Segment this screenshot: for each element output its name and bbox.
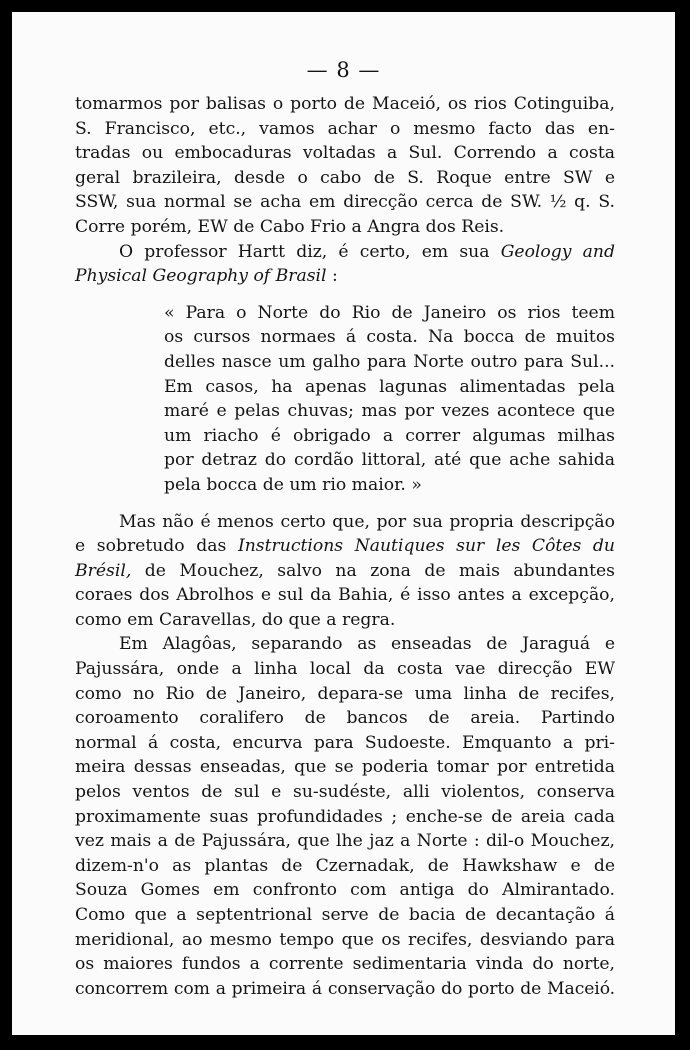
text-run: :: [326, 266, 338, 287]
text-run: de Mouchez, salvo na zona de mais abundantes: [131, 560, 615, 581]
text-line: vez mais a de Pajussára, que lhe jaz a Norte : dil-o Mouchez,: [75, 831, 615, 852]
text-line: [75, 240, 615, 265]
text-line: como em Caravellas, do que a regra.: [75, 609, 396, 630]
text-line: meira dessas enseadas, que se poderia tomar por entretida: [75, 757, 615, 778]
book-title-italic: Physical Geography of Brasil: [75, 266, 327, 287]
text-line: Em Alagôas, separando as enseadas de Jaraguá e: [119, 634, 615, 655]
text-line: [75, 264, 615, 289]
page-number: — 8 —: [306, 58, 381, 82]
quote-line: Em casos, ha apenas lagunas alimentadas pela: [164, 376, 615, 397]
quote-line: maré e pelas chuvas; mas por vezes acontece que: [164, 401, 615, 422]
quote-line: um riacho é obrigado a correr algumas milhas: [164, 425, 615, 446]
text-run: e sobretudo das: [75, 536, 238, 557]
text-line: Pajussára, onde a linha local da costa vae direcção EW: [75, 659, 615, 680]
text-line: Souza Gomes em confronto com antiga do Almirantado.: [75, 880, 615, 901]
text-line: geral brazileira, desde o cabo de S. Roque entre SW e: [75, 167, 615, 188]
text-line: coroamento coralifero de bancos de areia. Partindo: [75, 708, 615, 729]
paragraph-3: [75, 510, 615, 633]
text-line: proximamente suas profundidades ; enche-se de areia cada: [75, 806, 615, 827]
text-line: tomarmos por balisas o porto de Maceió, os rios Cotinguiba,: [75, 94, 615, 114]
text-run: O professor Hartt diz, é certo, em sua: [119, 241, 501, 262]
text-line: Como que a septentrional serve de bacia de decantação á: [75, 905, 615, 925]
text-line: dizem-n'o as plantas de Czernadak, de Hawkshaw e de: [75, 855, 615, 876]
paragraph-4: [75, 632, 615, 1001]
text-line: meridional, ao mesmo tempo que os recifes, desviando para: [75, 929, 615, 950]
quote-line: delles nasce um galho para Norte outro para Sul...: [164, 351, 615, 372]
page-body: [75, 92, 615, 1001]
text-line: Corre porém, EW de Cabo Frio a Angra dos Reis.: [75, 216, 505, 237]
paragraph-2: [75, 240, 615, 289]
text-line: os maiores fundos a corrente sedimentaria vinda do norte,: [75, 954, 615, 975]
book-title-italic: Brésil,: [75, 560, 132, 581]
text-line: coraes dos Abrolhos e sul da Bahia, é isso antes a excepção,: [75, 585, 615, 606]
text-line: pelos ventos de sul e su-sudéste, alli violentos, conserva: [75, 782, 615, 803]
paragraph-1: [75, 92, 615, 240]
text-line: tradas ou embocaduras voltadas a Sul. Correndo a costa: [75, 143, 615, 164]
quote-line: os cursos normaes á costa. Na bocca de muitos: [164, 327, 615, 348]
block-quote: [164, 301, 615, 498]
quote-line: por detraz do cordão littoral, até que ache sahida: [164, 450, 615, 471]
book-page: [12, 12, 675, 1035]
text-line: como no Rio de Janeiro, depara-se uma linha de recifes,: [75, 683, 615, 704]
text-line: Mas não é menos certo que, por sua propria descripção: [119, 511, 615, 532]
text-line: S. Francisco, etc., vamos achar o mesmo facto das en-: [75, 118, 615, 139]
text-line: concorrem com a primeira á conservação do porto de Maceió.: [75, 978, 615, 999]
text-line: SSW, sua normal se acha em direcção cerca de SW. ½ q. S.: [75, 192, 615, 213]
quote-line: pela bocca de um rio maior. »: [164, 474, 422, 495]
quote-line: « Para o Norte do Rio de Janeiro os rios teem: [164, 302, 615, 323]
book-title-italic: Geology and: [500, 241, 615, 262]
text-line: [75, 534, 615, 559]
text-line: normal á costa, encurva para Sudoeste. Emquanto a pri-: [75, 732, 615, 753]
text-line: [75, 559, 615, 584]
book-title-italic: Instructions Nautiques sur les Côtes du: [237, 536, 615, 557]
